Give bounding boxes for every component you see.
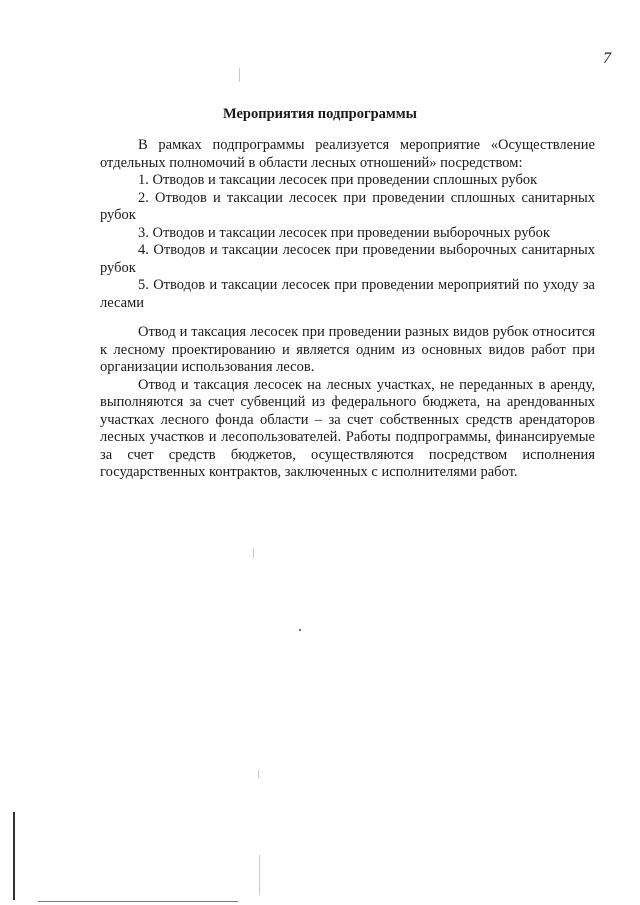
paragraph-forest-design: Отвод и таксация лесосек при проведении разных видов рубок относится к лесному проектированию и является одним из основных видов работ при организации использования лесов.: [100, 324, 595, 375]
scan-artifact-left-edge: [13, 812, 15, 900]
paragraph-funding: Отвод и таксация лесосек на лесных участках, не переданных в аренду, выполняются за счет субвенций из федерального бюджета, на арендованных участках лесного фонда области – за счет собственных средств арендаторов лесных участков и лесопользователей. Работы подпрограммы, финансируемые за счет средств бюджетов, осуществляются посредством исполнения государственных контрактов, заключенных с исполнителями работ.: [100, 376, 595, 480]
measures-list-block: [100, 137, 595, 312]
list-item-3: 3. Отводов и таксации лесосек при проведении выборочных рубок: [138, 224, 550, 241]
list-item-5: 5. Отводов и таксации лесосек при проведении мероприятий по уходу за лесами: [100, 277, 595, 311]
list-item-4: 4. Отводов и таксации лесосек при проведении выборочных санитарных рубок: [100, 242, 595, 276]
scan-artifact-top: [239, 68, 240, 82]
section-heading: Мероприятия подпрограммы: [223, 106, 417, 122]
scan-artifact-bottom-line: [38, 901, 238, 902]
intro-paragraph: В рамках подпрограммы реализуется мероприятие «Осуществление отдельных полномочий в области лесных отношений» посредством:: [100, 137, 595, 171]
scan-artifact-dot: [299, 629, 301, 631]
scan-artifact-bottom: [259, 855, 260, 895]
list-item-2: 2. Отводов и таксации лесосек при проведении сплошных санитарных рубок: [100, 189, 595, 223]
page-number: 7: [603, 50, 611, 67]
list-item-1: 1. Отводов и таксации лесосек при проведении сплошных рубок: [138, 172, 538, 188]
description-block: [100, 324, 595, 482]
scan-artifact-mid-2: [258, 770, 259, 778]
scan-artifact-mid-1: [253, 548, 254, 558]
